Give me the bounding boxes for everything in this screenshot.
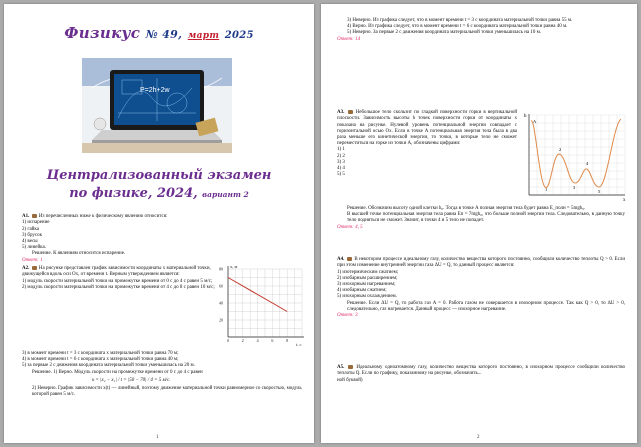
x-tick-label: 4 bbox=[256, 338, 259, 343]
issue-number: № 49, bbox=[145, 28, 183, 41]
question-icon bbox=[348, 365, 353, 369]
x-tick-label: 0 bbox=[227, 338, 229, 343]
q3-option: 4) 4 bbox=[337, 165, 345, 171]
q3-option: 1) 1 bbox=[337, 147, 345, 153]
q3-solution-2: В высшей точке потенциальная энергия тела равна Eп = 7mgh₀, что больше полной энергии тела. Следовательно, в данную точку тело подняться не сможет. Значит, в точки 4 и 5 тело не попадет. bbox=[347, 212, 625, 224]
q2-option: 4) в момент времени t = 6 с координата x материальной точки равна 40 м; bbox=[22, 357, 179, 363]
q4-label: А4. bbox=[337, 257, 345, 263]
laptop-illustration bbox=[82, 58, 232, 153]
q4-option: 1) изотермическим сжатием; bbox=[337, 269, 399, 275]
x-tick-label: 8 bbox=[286, 338, 289, 343]
x-tick-label: 6 bbox=[271, 338, 274, 343]
y-tick-label: 60 bbox=[219, 283, 223, 289]
q5-prompt: Идеальному одноатомному газу, количество вещества которого постоянно, в изохорном процессе сообщили количество теплоты Q. Если по графику, показанному на рисунке, обозначить... bbox=[337, 365, 626, 377]
x-vs-t-chart bbox=[218, 263, 306, 346]
q2-answer: Ответ: 14 bbox=[337, 36, 361, 42]
x-axis-label: x bbox=[623, 198, 626, 203]
q1-label: А1. bbox=[22, 214, 30, 220]
q2-continuation: 2) Неверно. График зависимости x(t) — линейный, поэтому движение материальной точки равномерное со скоростью, модуль которой равен 5 м/с. bbox=[32, 386, 302, 398]
q5-label: А5. bbox=[337, 365, 345, 371]
exam-title bbox=[4, 167, 314, 204]
y-tick-label: 80 bbox=[219, 266, 223, 272]
q2-continued bbox=[337, 18, 625, 43]
page-number: 1 bbox=[156, 435, 159, 440]
q2-label: А2. bbox=[22, 266, 30, 272]
q2-formula: υ = |x₂ − x₁| / t = |50 − 70| / 4 = 5 м/с. bbox=[92, 377, 171, 383]
question-a3-solution bbox=[337, 206, 625, 231]
q2-solution: Решение. 1) Верно. Модуль скорости на промежутке времени от 0 с до 4 с равен bbox=[32, 369, 203, 375]
q4-prompt: В некотором процессе идеальному газу, количество вещества которого постоянно, сообщили количество теплоты Q > 0. Если при этом изменение внутренней энергии газа ΔU = Q, то данный процесс является: bbox=[337, 257, 626, 269]
q1-option: 3) брусок bbox=[22, 232, 43, 238]
magazine-name: Физикус bbox=[64, 24, 141, 42]
exam-variant: вариант 2 bbox=[202, 190, 249, 199]
q3-option: 2) 2 bbox=[337, 153, 345, 159]
q2-cont-item: 4) Верно. Из графика следует, что в момент времени t = 6 с координата материальной точки равна 40 м. bbox=[347, 24, 568, 30]
q2-cont-item: 5) Неверно. За первые 2 с движения координата материальной точки уменьшилась на 10 м. bbox=[347, 30, 542, 36]
q2-option: 2) модуль скорости материальной точки на промежутке времени от 4 с до 8 с равен 10 м/с; bbox=[22, 284, 215, 290]
question-a5 bbox=[337, 365, 625, 384]
q1-option: 2) гайка bbox=[22, 226, 39, 232]
q4-option: 4) изобарным сжатием; bbox=[337, 288, 387, 294]
point-label: 4 bbox=[586, 161, 589, 166]
question-a2 bbox=[22, 266, 216, 291]
q1-option: 1) испарение bbox=[22, 220, 50, 226]
q3-option: 5) 5 bbox=[337, 172, 345, 178]
point-label: 5 bbox=[598, 189, 601, 194]
q3-label: А3. bbox=[337, 110, 345, 116]
q2-option: 1) модуль скорости материальной точки на промежутке времени от 0 с до 4 с равен 5 м/с; bbox=[22, 278, 213, 284]
y-tick-label: 20 bbox=[219, 317, 223, 323]
point-label: A bbox=[533, 119, 537, 124]
hill-curve bbox=[531, 119, 621, 188]
q5-tail: ной буквой) bbox=[337, 377, 363, 383]
h-vs-x-chart bbox=[521, 111, 629, 203]
q2-cont-item: 3) Неверно. Из графика следует, что в момент времени t = 3 с координата материальной точки равна 55 м. bbox=[347, 18, 573, 23]
page-1 bbox=[4, 4, 314, 443]
q2-prompt: На рисунке представлен график зависимости координаты x материальной точки, движущейся вдоль оси Ox, от времени t. Верным утверждением является: bbox=[22, 266, 211, 278]
question-icon bbox=[348, 110, 353, 114]
issue-year: 2025 bbox=[224, 30, 254, 41]
q4-answer: Ответ: 3 bbox=[337, 312, 358, 318]
page-2 bbox=[321, 4, 637, 443]
point-label: 2 bbox=[559, 147, 562, 152]
question-icon bbox=[347, 257, 352, 261]
q1-prompt: Из перечисленных ниже к физическому явлению относится: bbox=[38, 214, 168, 220]
q2-option: 3) в момент времени t = 3 с координата x материальной точки равна 70 м; bbox=[22, 351, 179, 356]
q4-solution: Решение. Если ΔU = Q, то работа газ A = 0. Работа газом не совершается в изохорном процессе. Так как Q > 0, то ΔU > 0, следовательно, газ нагревается. Данный процесс — изохорное нагревание. bbox=[347, 300, 625, 312]
point-label: 3 bbox=[573, 185, 576, 190]
q2-option: 5) за первые 2 с движения координата материальной точки уменьшилась на 20 м. bbox=[22, 363, 195, 369]
point-label: 1 bbox=[545, 187, 548, 192]
q4-option: 2) изобарным расширением; bbox=[337, 275, 398, 281]
x-axis-label: t, c bbox=[296, 342, 302, 346]
page-number: 2 bbox=[477, 435, 480, 440]
q3-solution: Решение. Обозначим высоту одной клетки h₀. Тогда в точке A полная энергия тела будет равна E_полн = 5mgh₀. bbox=[347, 206, 586, 211]
board-formula: P=2h+2w bbox=[140, 87, 170, 94]
q1-option: 4) весы bbox=[22, 238, 38, 244]
exam-title-line-2: по физике, 2024, bbox=[69, 186, 198, 201]
question-icon bbox=[32, 266, 37, 270]
q4-option: 3) изохорным нагреванием; bbox=[337, 281, 396, 287]
q4-option: 5) изохорным охлаждением. bbox=[337, 294, 397, 300]
question-icon bbox=[32, 214, 37, 218]
issue-month: март bbox=[187, 31, 220, 41]
y-tick-label: 40 bbox=[219, 300, 223, 306]
q1-solution: Решение. К явлениям относится испарение. bbox=[32, 251, 126, 257]
question-a2-cont bbox=[22, 351, 305, 398]
chart-grid bbox=[228, 269, 302, 337]
exam-title-line-1: Централизованный экзамен bbox=[46, 168, 272, 183]
x-tick-label: 2 bbox=[241, 338, 244, 343]
magazine-title bbox=[4, 24, 314, 42]
q3-option: 3) 3 bbox=[337, 159, 345, 165]
q1-answer: Ответ: 1 bbox=[22, 257, 43, 263]
question-a1 bbox=[22, 214, 305, 264]
question-a3 bbox=[337, 110, 517, 178]
y-axis-label: x, м bbox=[230, 264, 238, 269]
question-a4 bbox=[337, 257, 625, 319]
q3-answer: Ответ: 4, 5 bbox=[337, 224, 363, 230]
y-axis-label: h bbox=[524, 114, 527, 119]
q1-option: 5) линейка. bbox=[22, 245, 46, 251]
q3-prompt: Небольшое тело скользит по гладкой поверхности горки в вертикальной плоскости. Зависимость высоты h точек поверхности горки от координаты x показана на рисунке. Нулевой уровень потенциальной энергии совпадает с горизонтальной осью Ox. Если в точке A потенциальная энергия тела была в два раза меньше его кинетической энергии, то точки, в которые тело не сможет переместиться на горке из точки A, обозначены цифрами: bbox=[337, 110, 517, 147]
